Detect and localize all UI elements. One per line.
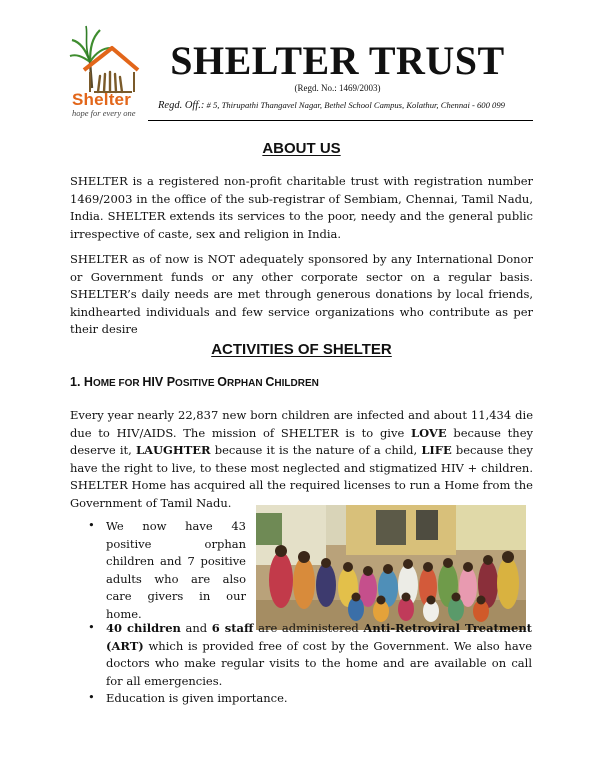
regd-office-label: Regd. Off.: — [158, 100, 205, 111]
org-title: SHELTER TRUST — [170, 38, 505, 83]
emphasis-life: LIFE — [421, 443, 452, 457]
text-run: because it is the nature of a child, — [210, 443, 422, 457]
heading-cap: O — [217, 375, 228, 389]
bullet-art-treatment — [106, 620, 532, 690]
bullet-orphan-count: We now have 43 positive orphan children and 7 positive adults who are also care givers in our home. — [106, 519, 246, 621]
text-run: Every year nearly 22,837 new born children are infected and about 11,434 die due to HIV/AIDS. The mission of SHELTER is to give — [70, 408, 533, 440]
logo-tagline: hope for every one — [72, 108, 136, 118]
heading-smallcaps: HILDREN — [274, 378, 319, 389]
emphasis-art: Anti-Retroviral Treatment (ART) — [106, 621, 532, 653]
bullet-marker: • — [88, 690, 95, 704]
emphasis-love: LOVE — [411, 425, 447, 440]
section-1-heading — [70, 375, 319, 389]
activities-heading: ACTIVITIES OF SHELTER — [211, 341, 392, 358]
heading-smallcaps: RPHAN — [227, 378, 266, 389]
section-1-paragraph — [70, 407, 533, 512]
about-paragraph-1: SHELTER is a registered non-profit charitable trust with registration number 1469/2003 in the office of the sub-registrar of Sembiam, Chennai, Tamil Nadu, India. SHELTER extends its services to the poor, needy and the general public irrespective of caste, sex and religion in India. — [70, 174, 533, 241]
emphasis-40-children: 40 children — [106, 621, 181, 635]
registration-number: (Regd. No.: 1469/2003) — [294, 83, 381, 93]
about-paragraph-2: SHELTER as of now is NOT adequately sponsored by any International Donor or Government funds or any other corporate sector on a regular basis. SHELTER’s daily needs are met through generous donations by local friends, kindhearted individuals and few service organizations who contribute as per their desire — [70, 252, 533, 336]
heading-cap: HIV P — [142, 375, 176, 389]
heading-smallcaps: OME FOR — [92, 378, 143, 389]
regd-office-text: # 5, Thirupathi Thangavel Nagar, Bethel School Campus, Kolathur, Chennai - 600 099 — [204, 100, 505, 110]
heading-cap: C — [265, 375, 275, 389]
text-run: and — [180, 621, 212, 635]
emphasis-6-staff: 6 staff — [211, 621, 254, 635]
emphasis-laughter: LAUGHTER — [135, 443, 211, 457]
logo-wordmark: Shelter — [72, 90, 132, 109]
registered-office-address — [158, 100, 505, 111]
header-divider — [148, 120, 533, 121]
children-group-photo — [256, 505, 526, 630]
text-run: because they deserve it, — [70, 425, 533, 457]
bullet-education: Education is given importance. — [106, 691, 288, 705]
text-run: which is provided free of cost by the Government. We also have doctors who make regular visits to the home and are available on call for all emergencies. — [106, 638, 532, 688]
bullet-marker: • — [88, 620, 95, 634]
text-run: are administered — [253, 621, 364, 635]
about-heading: ABOUT US — [262, 140, 341, 157]
heading-cap: H — [83, 375, 93, 389]
text-run: because they have the right to live, to these most neglected and stigmatized HIV + children. SHELTER Home has acquired all the required licenses to run a Home from the Government of Tamil Nadu. — [70, 443, 533, 510]
section-number: 1. — [70, 375, 84, 389]
heading-smallcaps: OSITIVE — [175, 378, 218, 389]
bullet-marker: • — [88, 518, 95, 532]
